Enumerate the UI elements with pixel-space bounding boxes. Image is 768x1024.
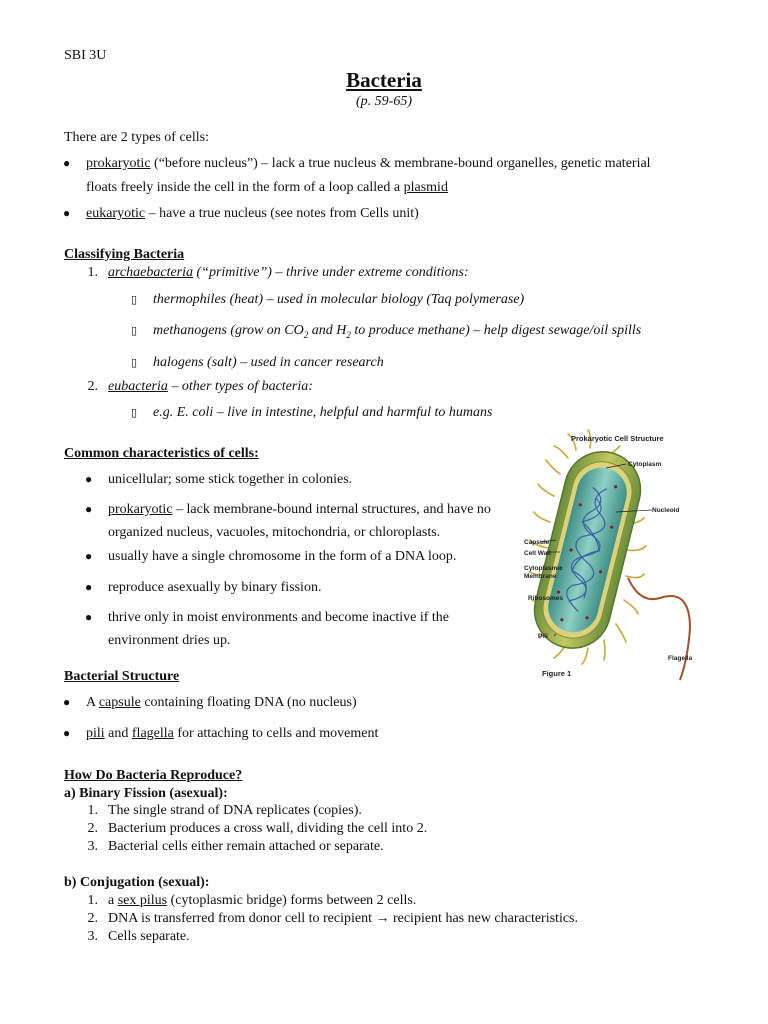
common-5: ● thrive only in moist environments and become inactive if the: [108, 609, 449, 626]
classifying-heading: Classifying Bacteria: [64, 247, 185, 262]
label-pili: Pili: [538, 633, 548, 640]
conj-3: 3. Cells separate.: [87, 929, 190, 944]
intro-lead: There are 2 types of cells:: [64, 130, 209, 145]
binary-3: 3. Bacterial cells either remain attached or separate.: [87, 839, 384, 854]
binary-1: 1. The single strand of DNA replicates (copies).: [87, 803, 362, 818]
label-flagella: Flagella: [668, 655, 693, 662]
cell-illustration: [520, 428, 720, 688]
common-2-cont: organized nucleus, vacuoles, mitochondria, or chloroplasts.: [108, 525, 441, 540]
prokaryotic-bullet-cont: floats freely inside the cell in the form of a loop called a plasmid: [86, 180, 448, 195]
label-cytoplasm: Cytoplasm: [628, 461, 662, 468]
label-cyto-membrane-2: Membrane: [524, 573, 557, 580]
common-heading: Common characteristics of cells:: [64, 446, 259, 461]
common-5-cont: environment dries up.: [108, 633, 231, 648]
common-4: ● reproduce asexually by binary fission.: [108, 579, 321, 596]
label-capsule: Capsule: [524, 539, 550, 546]
class-item-2: 2. eubacteria – other types of bacteria:: [87, 379, 313, 394]
structure-1: ● A capsule containing floating DNA (no nucleus): [86, 694, 357, 711]
methanogens: ▯ methanogens (grow on $CO_2$ and $H_2$ to produce methane) – help digest sewage/oil spills: [153, 322, 641, 339]
label-nucleoid: Nucleoid: [652, 507, 680, 514]
class-item-1: 1. archaebacteria (“primitive”) – thrive under extreme conditions:: [87, 265, 469, 280]
common-3: ● usually have a single chromosome in the form of a DNA loop.: [108, 548, 456, 565]
label-cyto-membrane-1: Cytoplasmic: [524, 565, 563, 572]
thermophiles: ▯ thermophiles (heat) – used in molecular biology (Taq polymerase): [153, 291, 524, 308]
halogens: ▯ halogens (salt) – used in cancer research: [153, 354, 384, 371]
flagellum: [628, 578, 690, 680]
figure-title: Prokaryotic Cell Structure: [571, 434, 664, 443]
structure-heading: Bacterial Structure: [64, 669, 180, 684]
prokaryotic-bullet: ● prokaryotic (“before nucleus”) – lack a true nucleus & membrane-bound organelles, genetic material: [86, 155, 651, 172]
ecoli: ▯ e.g. E. coli – live in intestine, helpful and harmful to humans: [153, 404, 492, 421]
figure-caption: Figure 1: [542, 669, 572, 678]
label-ribosomes: Ribosomes: [528, 595, 564, 602]
binary-2: 2. Bacterium produces a cross wall, dividing the cell into 2.: [87, 821, 428, 836]
eukaryotic-bullet: ● eukaryotic – have a true nucleus (see notes from Cells unit): [86, 205, 419, 222]
reproduce-heading: How Do Bacteria Reproduce?: [64, 768, 243, 783]
prokaryotic-cell-figure: [520, 428, 720, 688]
conjugation-heading: b) Conjugation (sexual):: [64, 875, 210, 890]
page-title: Bacteria: [346, 68, 422, 92]
common-2: ● prokaryotic – lack membrane-bound internal structures, and have no: [108, 501, 491, 518]
conj-1: 1. a sex pilus (cytoplasmic bridge) forms between 2 cells.: [87, 893, 417, 908]
structure-2: ● pili and flagella for attaching to cells and movement: [86, 725, 378, 742]
binary-heading: a) Binary Fission (asexual):: [64, 786, 228, 801]
course-code: SBI 3U: [64, 48, 107, 63]
conj-2: 2. DNA is transferred from donor cell to recipient → recipient has new characteristics.: [87, 911, 578, 926]
page-range: (p. 59-65): [356, 94, 412, 109]
label-cell-wall: Cell Wall: [524, 550, 551, 557]
common-1: ● unicellular; some stick together in colonies.: [108, 471, 352, 488]
